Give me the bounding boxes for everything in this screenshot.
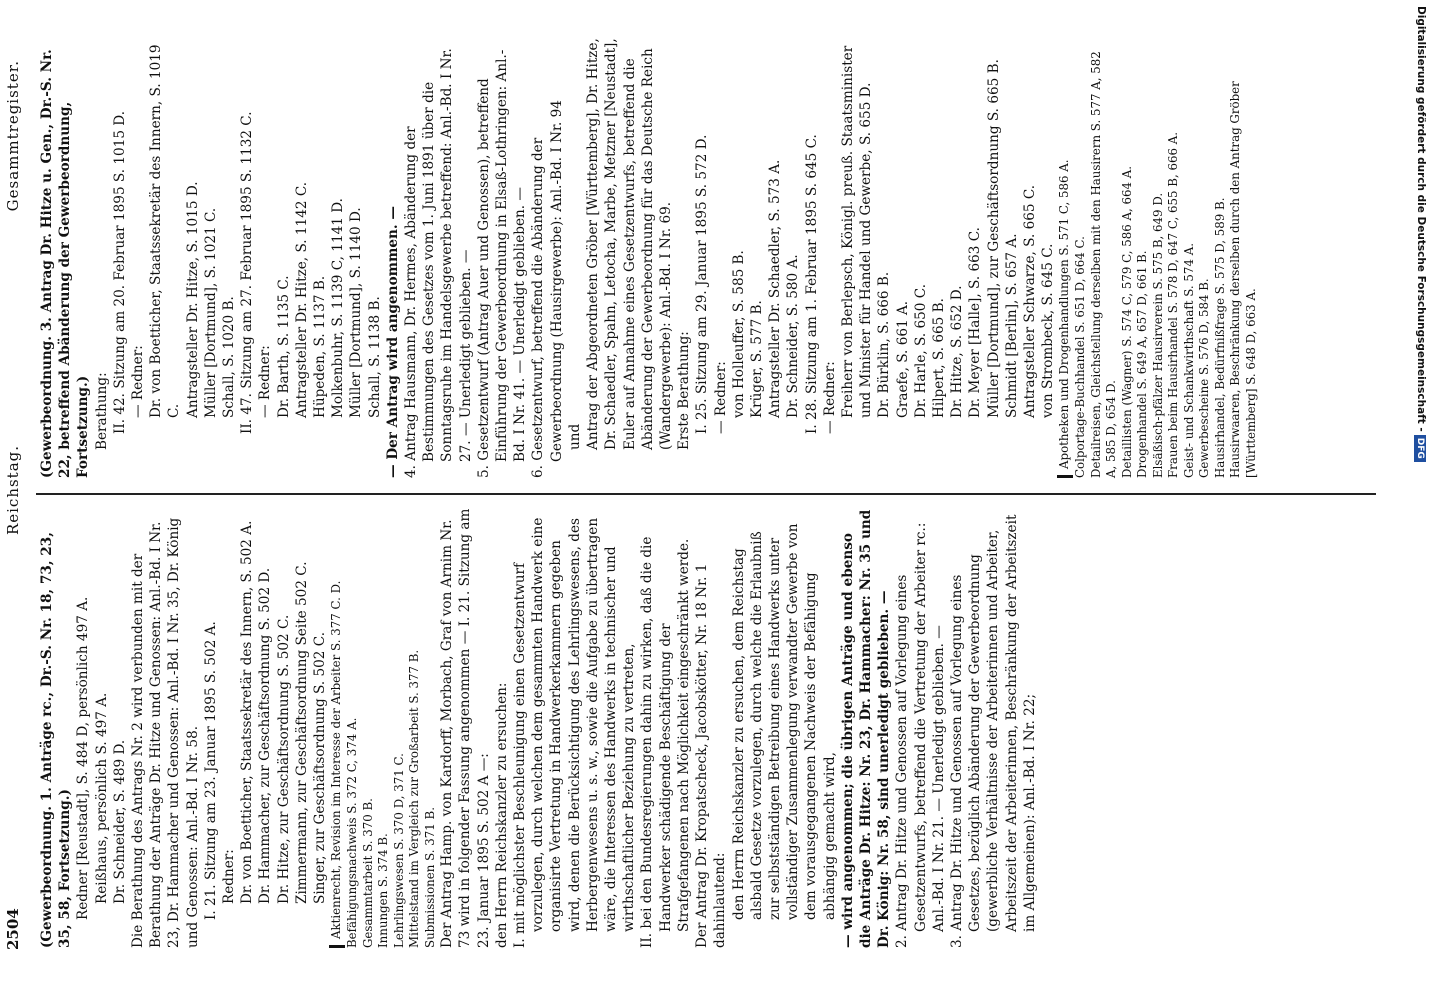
left-col-entry xyxy=(329,508,345,948)
entry-text: Dr. Hitze, S. 652 D. xyxy=(949,285,966,418)
entry-text: (Gewerbeordnung. 1. Anträge rc., Dr.-S. Nr. 18, 73, 23, 35, 58, Fortsetzung.) xyxy=(39,532,74,948)
left-col-entry xyxy=(693,508,729,948)
right-col-entry xyxy=(821,38,839,478)
right-col-entry xyxy=(712,38,730,478)
entry-text: Berathung der Anträge Dr. Hitze und Genossen: Anl.-Bd. I Nr. 23, Dr. Hammacher und Genossen: Anl.-Bd. I Nr. 35, Dr. König und Genossen: Anl.-Bd. I Nr. 58. xyxy=(148,517,201,948)
right-col-entry xyxy=(111,38,129,478)
entry-text: Colportage-Buchhandel S. 651 D, 664 C. xyxy=(1073,236,1088,478)
right-col-entry xyxy=(839,38,875,478)
entry-text: Dr. Schneider, S. 489 D. xyxy=(111,739,128,904)
left-col-entry xyxy=(111,508,129,948)
right-col-entry xyxy=(275,38,293,478)
right-col-entry xyxy=(220,38,238,478)
margin-bar xyxy=(1057,475,1073,478)
entry-text: Dr. Schneider, S. 580 A. xyxy=(785,254,802,418)
right-column xyxy=(38,38,1259,478)
entry-text: — Redner: xyxy=(712,361,729,434)
right-col-entry xyxy=(948,38,966,478)
right-col-entry xyxy=(384,38,402,478)
entry-text: Die Berathung des Antrags Nr. 2 wird verbunden mit der xyxy=(130,553,147,948)
entry-text: Antragsteller Dr. Hitze, S. 1015 D. xyxy=(184,181,201,418)
entry-text: Müller [Dortmund], S. 1140 D. xyxy=(348,207,365,418)
left-col-entry xyxy=(74,508,92,948)
right-col-entry xyxy=(256,38,274,478)
entry-text: Dr. Hitze, zur Geschäftsordnung S. 502 C. xyxy=(275,614,292,904)
left-col-entry xyxy=(839,508,894,948)
entry-text: Drogenhandel S. 649 A, 657 D, 661 B. xyxy=(1135,250,1150,478)
right-col-entry xyxy=(985,38,1003,478)
left-col-entry xyxy=(730,508,839,948)
entry-text: Der Antrag Dr. Kropatscheck, Jacobskötter, Nr. 18 Nr. 1 dahinlautend: xyxy=(694,563,729,948)
dfg-logo: DFG xyxy=(1414,435,1426,462)
right-col-entry xyxy=(529,38,565,478)
right-col-entry xyxy=(1021,38,1039,478)
left-col-entry xyxy=(293,508,311,948)
right-col-entry xyxy=(147,38,183,478)
entry-text: den Herrn Reichskanzler zu ersuchen, dem Reichstag alsbald Gesetze vorzulegen, durch welche die Erlaubniß zur selbstständigen Betreibung eines Handwerks unter vollständiger Zusammenlegung verwandter Gewerbe von dem vorausgegangenen Nachweis der Befähigung abhängig gemacht wird, xyxy=(730,523,838,920)
right-col-entry xyxy=(730,38,748,478)
entry-text: 5. Gesetzentwurf (Antrag Auer und Genossen), betreffend Einführung der Gewerbeordnung in Elsaß-Lothringen: Anl.-Bd. I Nr. 41. — Unerledigt geblieben. — xyxy=(475,49,529,478)
right-col-entry xyxy=(38,38,93,478)
left-column xyxy=(38,508,1039,948)
left-col-entry xyxy=(893,508,948,948)
entry-text: Erste Berathung: xyxy=(676,331,693,450)
entry-text: — Redner: xyxy=(257,345,274,418)
left-col-entry xyxy=(392,508,408,948)
right-col-entry xyxy=(693,38,711,478)
right-col-entry xyxy=(347,38,365,478)
entry-text: I. 21. Sitzung am 23. Januar 1895 S. 502 A. xyxy=(202,621,219,920)
right-col-entry xyxy=(748,38,766,478)
right-col-entry xyxy=(238,38,256,478)
left-col-entry xyxy=(238,508,256,948)
entry-text: Antragsteller Schwarze, S. 665 C. xyxy=(1021,184,1038,418)
entry-text: Detaillisten (Wagner) S. 574 C, 579 C, 586 A, 664 A. xyxy=(1119,165,1134,478)
running-title: Reichstag. xyxy=(4,444,22,536)
left-col-entry xyxy=(493,508,511,948)
left-col-entry xyxy=(407,508,423,948)
entry-text: — Redner: xyxy=(130,345,147,418)
left-col-entry xyxy=(511,508,638,948)
entry-text: Zimmermann, zur Geschäftsordnung Seite 502 C. xyxy=(293,561,310,904)
entry-text: Elsäßisch-pfälzer Hausirverein S. 575 B, 649 D. xyxy=(1150,192,1165,478)
right-col-entry xyxy=(311,38,329,478)
entry-text: Gesammtarbeit S. 370 B. xyxy=(360,798,375,948)
entry-text: Schall, S. 1138 B. xyxy=(366,296,383,418)
entry-text: Müller [Dortmund], S. 1021 C. xyxy=(202,207,219,418)
entry-text: Molkenbuhr, S. 1139 C, 1141 D. xyxy=(330,198,347,418)
right-col-entry xyxy=(1039,38,1057,478)
entry-text: Innungen S. 374 B. xyxy=(376,833,391,948)
right-col-entry xyxy=(93,38,111,478)
entry-text: Berathung: xyxy=(93,372,110,450)
entry-text: Dr. von Boetticher, Staatssekretär des Innern, S. 1019 C. xyxy=(148,44,183,418)
left-col-entry xyxy=(275,508,293,948)
right-col-entry xyxy=(402,38,475,478)
left-col-entry xyxy=(256,508,274,948)
entry-text: — wird angenommen; die übrigen Anträge und ebenso die Anträge Dr. Hitze: Nr. 23, Dr. Hammacher: Nr. 35 und Dr. König: Nr. 58, sind unerledigt geblieben. — xyxy=(839,509,893,948)
left-col-entry xyxy=(147,508,202,948)
right-col-entry xyxy=(1135,38,1151,478)
right-col-entry xyxy=(1213,38,1229,478)
right-col-entry xyxy=(566,38,584,478)
page-number: 2504 xyxy=(4,908,22,950)
entry-text: Dr. Hammacher, zur Geschäftsordnung S. 502 D. xyxy=(257,567,274,904)
right-col-entry xyxy=(930,38,948,478)
credit-text: Digitalisierung gefördert durch die Deutsche Forschungsgemeinschaft - xyxy=(1415,6,1427,432)
entry-text: Schall, S. 1020 B. xyxy=(221,296,238,418)
right-col-entry xyxy=(293,38,311,478)
entry-text: von Holleuffer, S. 585 B. xyxy=(730,250,747,418)
entry-text: Müller [Dortmund], zur Geschäftsordnung S. 665 B. xyxy=(985,59,1002,418)
entry-text: Hausirwaaren, Beschränkung derselben durch den Antrag Gröber [Württemberg] S. 648 D, 663 A. xyxy=(1228,81,1258,478)
entry-text: Hausirhandel, Bedürfnißfrage S. 575 D, 589 B. xyxy=(1212,197,1227,478)
entry-text: und xyxy=(566,423,583,450)
right-col-entry xyxy=(784,38,802,478)
right-col-entry xyxy=(584,38,675,478)
right-col-entry xyxy=(894,38,912,478)
entry-text: Gewerbescheine S. 576 D, 584 B. xyxy=(1197,278,1212,478)
entry-text: I. 28. Sitzung am 1. Februar 1895 S. 645 C. xyxy=(803,134,820,434)
entry-text: Hüpeden, S. 1137 B. xyxy=(312,275,329,418)
left-col-entry xyxy=(438,508,493,948)
right-col-entry xyxy=(803,38,821,478)
right-col-entry xyxy=(366,38,384,478)
register-title: Gesammtregister. xyxy=(4,60,22,212)
entry-text: Frauen beim Hausirhandel S. 578 D, 647 C, 655 B, 666 A. xyxy=(1166,131,1181,478)
entry-text: Graefe, S. 661 A. xyxy=(894,300,911,418)
entry-text: Befähigungsnachweis S. 372 C, 374 A. xyxy=(345,717,360,948)
right-col-entry xyxy=(675,38,693,478)
left-col-entry xyxy=(423,508,439,948)
entry-text: — Der Antrag wird angenommen. — xyxy=(384,206,401,478)
entry-text: Lehrlingswesen S. 370 D, 371 C. xyxy=(391,753,406,948)
entry-text: Detailreisen, Gleichstellung derselben mit den Hausirern S. 577 A, 582 A, 585 D, 654 D. xyxy=(1088,51,1119,478)
left-col-entry xyxy=(345,508,361,948)
left-col-entry xyxy=(948,508,1039,948)
entry-text: II. 47. Sitzung am 27. Februar 1895 S. 1132 C. xyxy=(239,111,256,434)
entry-text: (Gewerbeordnung. 3. Antrag Dr. Hitze u. Gen., Dr.-S. Nr. 22, betreffend Abänderung der Gewerbeordnung, Fortsetzung.) xyxy=(39,49,92,478)
entry-text: Dr. von Boetticher, Staatssekretär des Innern, S. 502 A. xyxy=(239,520,256,904)
right-col-entry xyxy=(912,38,930,478)
entry-text: Redner [Reustadt], S. 484 D, persönlich 497 A. xyxy=(75,596,92,920)
entry-text: 6. Gesetzentwurf, betreffend die Abänderung der Gewerbeordnung (Hausirgewerbe): Anl.-Bd. I Nr. 94 xyxy=(530,100,565,478)
entry-text: den Herrn Reichskanzler zu ersuchen: xyxy=(493,682,510,948)
entry-text: Antrag der Abgeordneten Gröber [Württemberg], Dr. Hitze, Dr. Schaedler, Spahn, Letocha, Marbe, Metzner [Neustadt], Euler auf Annahme eines Gesetzentwurfs, betreffend die Abänderung der Gewerbeordnung für das Deutsche Reich (Wandergewerbe): Anl.-Bd. I Nr. 69. xyxy=(585,38,674,450)
left-col-entry xyxy=(129,508,147,948)
entry-text: von Strombeck, S. 645 C. xyxy=(1040,243,1057,418)
entry-text: Freiherr von Berlepsch, Königl. preuß. Staatsminister und Minister für Handel und Gewerbe, S. 655 D. xyxy=(839,45,875,418)
entry-text: Aktienrecht, Revision im Interesse der Arbeiter S. 377 C. D. xyxy=(329,580,344,939)
margin-bar xyxy=(329,945,345,948)
left-col-entry xyxy=(311,508,329,948)
left-col-entry xyxy=(93,508,111,948)
entry-text: Reißhaus, persönlich S. 497 A. xyxy=(93,692,110,904)
left-col-entry xyxy=(38,508,74,948)
entry-text: — Redner: xyxy=(821,361,838,434)
right-col-entry xyxy=(1057,38,1073,478)
page-header xyxy=(4,30,32,950)
entry-text: II. bei den Bundesregierungen dahin zu wirken, daß die die Handwerker schädigende Beschäftigung der Strafgefangenen nach Möglichkeit eingeschränkt werde. xyxy=(639,536,692,948)
right-col-entry xyxy=(1073,38,1089,478)
entry-text: Mittelstand im Vergleich zur Großarbeit S. 377 B. xyxy=(407,649,422,948)
right-col-entry xyxy=(1120,38,1136,478)
digitization-credit xyxy=(1411,6,1431,996)
entry-text: Apotheken und Drogenhandlungen S. 571 C, 586 A. xyxy=(1057,159,1072,469)
right-col-entry xyxy=(1182,38,1198,478)
entry-text: 2. Antrag Dr. Hitze und Genossen auf Vorlegung eines Gesetzentwurfs, betreffend die Vertretung der Arbeiter rc.: Anl.-Bd. I Nr. 21. — Unerledigt geblieben. — xyxy=(894,522,947,948)
entry-text: Schmidt [Berlin], S. 657 A. xyxy=(1003,233,1020,418)
left-col-entry xyxy=(361,508,377,948)
entry-text: 4. Antrag Hausmann, Dr. Hermes, Abänderung der Bestimmungen des Gesetzes vom 1. Juni 1891 über die Sonntagsruhe im Handelsgewerbe betreffend: Anl.-Bd. I Nr. 27. — Unerledigt geblieben. — xyxy=(403,48,474,478)
right-col-entry xyxy=(1228,38,1259,478)
right-col-entry xyxy=(766,38,784,478)
left-col-entry xyxy=(220,508,238,948)
entry-text: Dr. Harle, S. 650 C. xyxy=(912,283,929,418)
right-col-entry xyxy=(1003,38,1021,478)
entry-text: Antragsteller Dr. Hitze, S. 1142 C. xyxy=(293,181,310,418)
right-col-entry xyxy=(129,38,147,478)
right-col-entry xyxy=(875,38,893,478)
right-col-entry xyxy=(1197,38,1213,478)
entry-text: Dr. Barth, S. 1135 C. xyxy=(275,275,292,418)
entry-text: Dr. Meyer [Halle], S. 663 C. xyxy=(967,227,984,418)
entry-text: I. mit möglichster Beschleunigung einen Gesetzentwurf vorzulegen, durch welchen dem gesammten Handwerk eine organisirte Vertretung in Handwerkerkammern gegeben wird, denen die Berücksichtigung des Lehrlingswesens, des Herbergenwesens u. s. w., sowie die Aufgabe zu übertragen wäre, die Interessen des Handwerks in technischer und wirthschaftlicher Beziehung zu vertreten, xyxy=(512,517,638,948)
entry-text: Der Antrag Hamp. von Kardorff, Morbach, Graf von Arnim Nr. 73 wird in folgender Fassung angenommen — I. 21. Sitzung am 23. Januar 1895 S. 502 A —: xyxy=(439,508,492,948)
left-col-entry xyxy=(376,508,392,948)
right-col-entry xyxy=(1166,38,1182,478)
entry-text: Hilpert, S. 665 B. xyxy=(930,298,947,418)
right-col-entry xyxy=(1151,38,1167,478)
entry-text: Submissionen S. 371 B. xyxy=(422,807,437,948)
entry-text: II. 42. Sitzung am 20. Februar 1895 S. 1015 D. xyxy=(111,110,128,434)
entry-text: Dr. Bürklin, S. 666 B. xyxy=(876,271,893,418)
entry-text: Antragsteller Dr. Schaedler, S. 573 A. xyxy=(767,159,784,418)
entry-text: Krüger, S. 577 B. xyxy=(748,300,765,418)
left-col-entry xyxy=(638,508,693,948)
left-col-entry xyxy=(202,508,220,948)
right-col-entry xyxy=(1089,38,1120,478)
right-col-entry xyxy=(329,38,347,478)
entry-text: Singer, zur Geschäftsordnung S. 502 C. xyxy=(312,631,329,904)
entry-text: Redner: xyxy=(221,849,238,904)
right-col-entry xyxy=(184,38,202,478)
column-divider xyxy=(36,494,1376,496)
right-col-entry xyxy=(966,38,984,478)
right-col-entry xyxy=(202,38,220,478)
entry-text: Geist- und Schankwirthschaft S. 574 A. xyxy=(1181,243,1196,478)
right-col-entry xyxy=(475,38,530,478)
entry-text: I. 25. Sitzung am 29. Januar 1895 S. 572 D. xyxy=(694,134,711,434)
entry-text: 3. Antrag Dr. Hitze und Genossen auf Vorlegung eines Gesetzes, bezüglich Abänderung der Gewerbeordnung (gewerbliche Verhältnisse der Arbeiterinnen und Arbeiter, Arbeitszeit der Arbeiterinnen, Beschränkung der Arbeitszeit im Allgemeinen): Anl.-Bd. I Nr. 22; xyxy=(948,514,1038,948)
